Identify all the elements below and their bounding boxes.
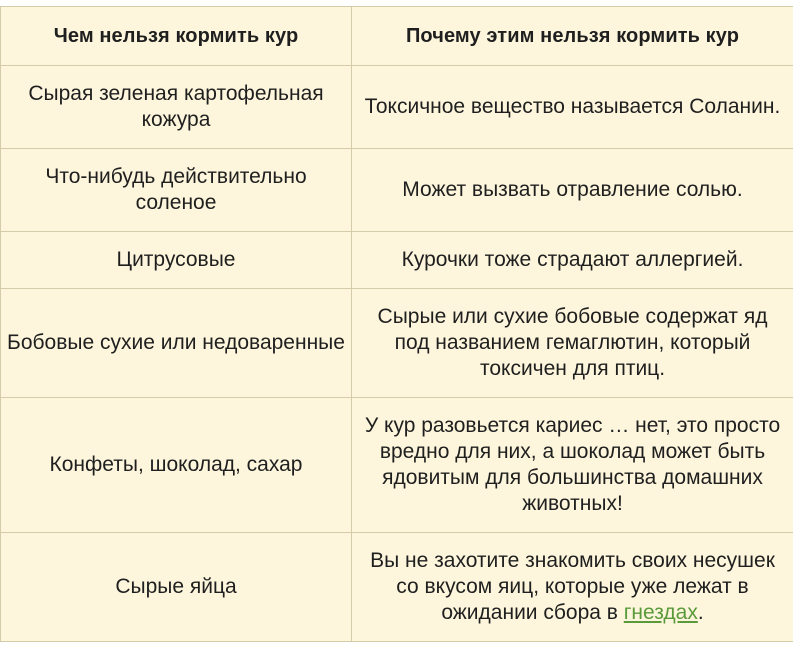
table-row: [1, 232, 793, 289]
reason-cell: [352, 533, 793, 642]
reason-text: Вы не захотите знакомить своих несушек со вкусом яиц, которые уже лежат в ожидании сбора в: [370, 549, 775, 624]
table-header-row: [1, 7, 793, 66]
reason-cell: Может вызвать отравление солью.: [352, 149, 793, 232]
reason-text-end: .: [697, 601, 704, 624]
food-cell: Бобовые сухие или недоваренные: [1, 289, 352, 398]
table-row: [1, 66, 793, 149]
reason-cell: Курочки тоже страдают аллергией.: [352, 232, 793, 289]
nests-link[interactable]: гнездах: [623, 601, 698, 624]
table-row: [1, 533, 793, 642]
food-cell: Сырая зеленая картофельная кожура: [1, 66, 352, 149]
column-header-forbidden-food: Чем нельзя кормить кур: [1, 7, 352, 66]
table-row: [1, 289, 793, 398]
column-header-reason: Почему этим нельзя кормить кур: [352, 7, 793, 66]
food-cell: Что-нибудь действительно соленое: [1, 149, 352, 232]
reason-cell: Токсичное вещество называется Соланин.: [352, 66, 793, 149]
table-row: [1, 398, 793, 533]
reason-cell: Сырые или сухие бобовые содержат яд под названием гемаглютин, который токсичен для птиц.: [352, 289, 793, 398]
reason-cell: У кур разовьется кариес … нет, это просто вредно для них, а шоколад может быть ядовитым для большинства домашних животных!: [352, 398, 793, 533]
food-cell: Цитрусовые: [1, 232, 352, 289]
table-row: [1, 149, 793, 232]
food-cell: Сырые яйца: [1, 533, 352, 642]
food-cell: Конфеты, шоколад, сахар: [1, 398, 352, 533]
feeding-table: [0, 6, 793, 642]
